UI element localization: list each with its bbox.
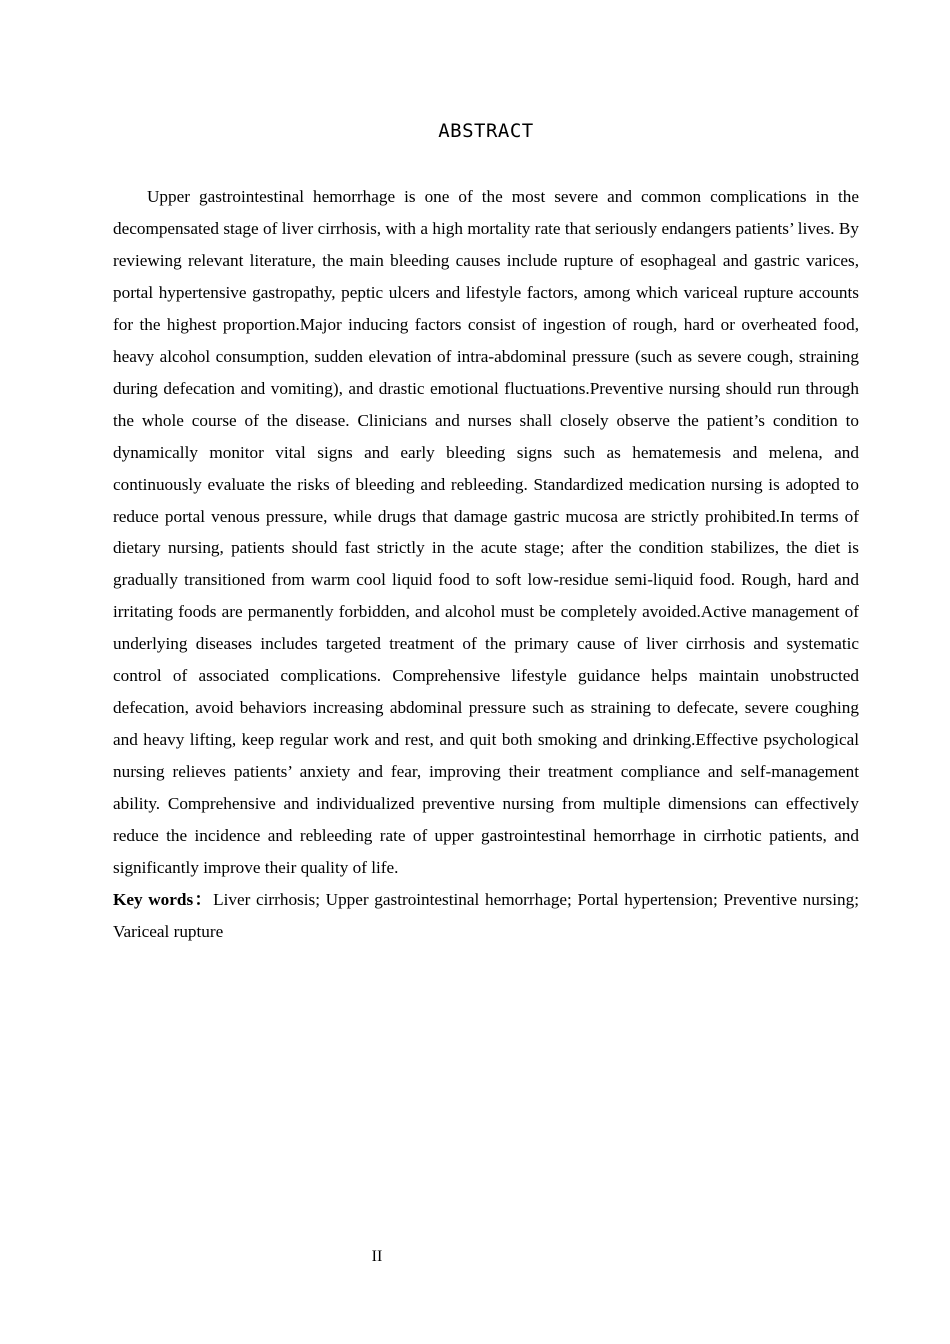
abstract-body <box>113 181 859 948</box>
abstract-title: ABSTRACT <box>438 120 534 142</box>
abstract-paragraph: Upper gastrointestinal hemorrhage is one of the most severe and common complications in the decompensated stage of liver cirrhosis, with a high mortality rate that seriously endangers patients’ lives. By reviewing relevant literature, the main bleeding causes include rupture of esophageal and gastric varices, portal hypertensive gastropathy, peptic ulcers and lifestyle factors, among which variceal rupture accounts for the highest proportion.Major inducing factors consist of ingestion of rough, hard or overheated food, heavy alcohol consumption, sudden elevation of intra-abdominal pressure (such as severe cough, straining during defecation and vomiting), and drastic emotional fluctuations.Preventive nursing should run through the whole course of the disease. Clinicians and nurses shall closely observe the patient’s condition to dynamically monitor vital signs and early bleeding signs such as hematemesis and melena, and continuously evaluate the risks of bleeding and rebleeding. Standardized medication nursing is adopted to reduce portal venous pressure, while drugs that damage gastric mucosa are strictly prohibited.In terms of dietary nursing, patients should fast strictly in the acute stage; after the condition stabilizes, the diet is gradually transitioned from warm cool liquid food to soft low-residue semi-liquid food. Rough, hard and irritating foods are permanently forbidden, and alcohol must be completely avoided.Active management of underlying diseases includes targeted treatment of the primary cause of liver cirrhosis and systematic control of associated complications. Comprehensive lifestyle guidance helps maintain unobstructed defecation, avoid behaviors increasing abdominal pressure such as straining to defecate, severe coughing and heavy lifting, keep regular work and rest, and quit both smoking and drinking.Effective psychological nursing relieves patients’ anxiety and fear, improving their treatment compliance and self-management ability. Comprehensive and individualized preventive nursing from multiple dimensions can effectively reduce the incidence and rebleeding rate of upper gastrointestinal hemorrhage in cirrhotic patients, and significantly improve their quality of life. <box>113 187 859 878</box>
keywords-text: Liver cirrhosis; Upper gastrointestinal hemorrhage; Portal hypertension; Preventive nursing; Variceal rupture <box>113 889 859 941</box>
keywords-label: Key words： <box>113 889 214 909</box>
page-number: II <box>371 1248 383 1265</box>
keywords-line <box>113 884 859 948</box>
